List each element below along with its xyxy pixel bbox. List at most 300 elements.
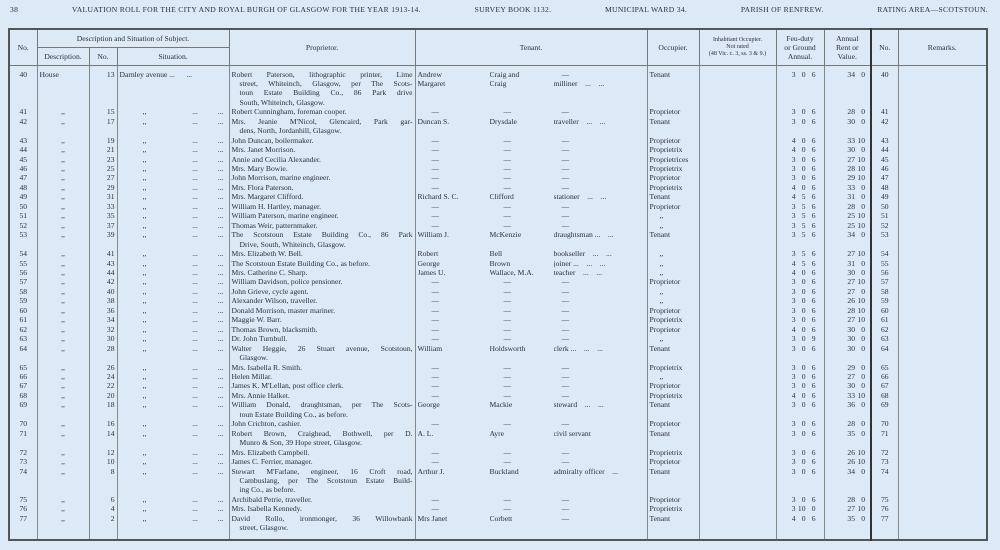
row-number: 76 (9, 504, 37, 513)
col-proprietor: Proprietor. (229, 29, 415, 65)
feu-duty-amount (779, 400, 822, 409)
situation-ditto: ,, (142, 135, 147, 145)
proprietor-line: toun Estate Building Co., 86 Park drive (239, 88, 413, 98)
proprietor-line: Mrs. Mary Bowie. (231, 164, 288, 174)
feu-duty-amount (779, 325, 822, 334)
remarks (898, 344, 987, 363)
annual-rent-shillings: 0 (861, 201, 866, 211)
tenant-surname-line: — (503, 296, 512, 306)
situation (117, 259, 229, 268)
tenant-occupation (554, 325, 645, 334)
leader-dots: ... ... (192, 164, 224, 174)
tenant-forename-line: — (431, 135, 440, 145)
situation-ditto: ,, (142, 192, 147, 202)
situation-ditto: ,, (142, 343, 147, 353)
tenant-forename-line: Mrs Janet (417, 513, 448, 523)
inhabitant-occupier (699, 164, 776, 173)
situation (117, 277, 229, 286)
situation (117, 429, 229, 448)
tenant (415, 145, 647, 154)
feu-duty (776, 457, 824, 466)
annual-rent (824, 164, 871, 173)
table-row (9, 277, 987, 286)
tenant-forename-line: — (431, 390, 440, 400)
tenant-surname-line: — (503, 419, 512, 429)
table-row (9, 467, 987, 495)
tenant-surname-line: — (503, 154, 512, 164)
occupier: Proprietor (647, 202, 699, 211)
table-row (9, 306, 987, 315)
row-number-right: 45 (871, 155, 898, 164)
feu-duty (776, 249, 824, 258)
tenant-surname (490, 268, 554, 277)
annual-rent (824, 334, 871, 343)
row-number: 46 (9, 164, 37, 173)
occupier: Tenant (647, 344, 699, 363)
feu-duty-shillings: 0 (801, 315, 806, 325)
proprietor (229, 107, 415, 116)
leader-dots: ... ... (192, 230, 224, 240)
annual-rent-amount (827, 381, 869, 390)
page-header (10, 5, 988, 17)
annual-rent-amount (827, 230, 869, 239)
feu-duty-amount (779, 268, 822, 277)
house-number: 32 (89, 325, 117, 334)
leader-dots: ... ... (192, 324, 224, 334)
row-number-right: 48 (871, 183, 898, 192)
annual-rent-pounds: 27 (847, 372, 856, 381)
tenant-forename (418, 334, 490, 343)
occupier: Proprietrix (647, 391, 699, 400)
remarks (898, 202, 987, 211)
house-number: 26 (89, 363, 117, 372)
house-number: 20 (89, 391, 117, 400)
feu-duty-pence: 6 (811, 390, 816, 400)
tenant-occupation-line: clerk ... ... ... (553, 343, 603, 353)
tenant-forename-line: — (431, 324, 440, 334)
situation-ditto: ,, (142, 296, 147, 306)
feu-duty-shillings: 0 (801, 286, 806, 296)
annual-rent-shillings: 10 (857, 154, 866, 164)
tenant-occupation-line: — (561, 286, 570, 296)
row-number: 58 (9, 287, 37, 296)
table-row (9, 136, 987, 145)
table-row (9, 296, 987, 305)
col-feu-line: or Ground (784, 42, 816, 52)
tenant-fields (418, 155, 645, 164)
remarks (898, 145, 987, 154)
tenant-surname-line: — (503, 182, 512, 192)
inhabitant-occupier (699, 230, 776, 249)
feu-duty (776, 381, 824, 390)
tenant-occupation-line: — (561, 173, 570, 183)
tenant-occupation (554, 429, 645, 438)
feu-duty-shillings: 0 (801, 324, 806, 334)
situation-ditto: ,, (142, 211, 147, 221)
situation-ditto: ,, (142, 201, 147, 211)
occupier: ,, (647, 334, 699, 343)
annual-rent (824, 419, 871, 428)
tenant-forename (418, 325, 490, 334)
tenant-surname (490, 495, 554, 504)
remarks (898, 155, 987, 164)
feu-duty-amount (779, 136, 822, 145)
tenant-occupation-line: — (561, 504, 570, 514)
situation (117, 334, 229, 343)
description: ,, (37, 183, 89, 192)
feu-duty-pence: 6 (811, 192, 816, 202)
tenant-surname-line: — (503, 201, 512, 211)
proprietor (229, 155, 415, 164)
inhabitant-occupier (699, 514, 776, 533)
tenant-occupation-line: — (561, 296, 570, 306)
feu-duty (776, 306, 824, 315)
row-number-right: 73 (871, 457, 898, 466)
leader-dots: ... ... (192, 286, 224, 296)
tenant-surname (490, 259, 554, 268)
occupier: Tenant (647, 230, 699, 249)
feu-duty-shillings: 5 (801, 249, 806, 259)
feu-duty-amount (779, 70, 822, 79)
table-row (9, 107, 987, 116)
remarks (898, 287, 987, 296)
inhabitant-occupier (699, 211, 776, 220)
row-number-right: 72 (871, 448, 898, 457)
inhabitant-occupier (699, 136, 776, 145)
annual-rent-amount (827, 419, 869, 428)
tenant-surname-line: Mackie (489, 400, 513, 410)
table-row (9, 173, 987, 182)
description: ,, (37, 400, 89, 419)
feu-duty-shillings: 0 (801, 296, 806, 306)
row-number: 60 (9, 306, 37, 315)
tenant-forename-line: — (431, 211, 440, 221)
inhabitant-occupier (699, 296, 776, 305)
proprietor-line: Alexander Wilson, traveller. (231, 296, 318, 306)
feu-duty-amount (779, 202, 822, 211)
tenant (415, 173, 647, 182)
empty-cell (37, 533, 89, 540)
tenant-surname (490, 334, 554, 343)
tenant (415, 183, 647, 192)
roll-title: VALUATION ROLL FOR THE CITY AND ROYAL BURGH OF GLASGOW FOR THE YEAR 1913-14. (71, 5, 421, 14)
annual-rent (824, 495, 871, 504)
tenant-forename-line: — (431, 286, 440, 296)
row-number-right: 67 (871, 381, 898, 390)
tenant-forename-line: Andrew (417, 69, 442, 79)
tenant-fields (418, 381, 645, 390)
proprietor (229, 504, 415, 513)
annual-rent-pounds: 28 (847, 419, 856, 429)
tenant-forename-line: Arthur J. (417, 466, 445, 476)
leader-dots: ... ... (192, 513, 224, 523)
proprietor-line: South, Whiteinch, Glasgow. (239, 97, 325, 107)
feu-duty (776, 467, 824, 495)
col-group-description: Description and Situation of Subject. (37, 29, 229, 47)
tenant-surname (490, 296, 554, 305)
situation (117, 363, 229, 372)
occupier: Proprietor (647, 457, 699, 466)
annual-rent (824, 202, 871, 211)
tenant (415, 381, 647, 390)
row-number: 64 (9, 344, 37, 363)
annual-rent-amount (827, 429, 869, 438)
proprietor (229, 495, 415, 504)
tenant-forename (418, 277, 490, 286)
tenant-fields (418, 448, 645, 457)
feu-duty-pounds: 3 (791, 400, 796, 410)
remarks (898, 467, 987, 495)
col-no-right: No. (871, 29, 898, 65)
situation-ditto: ,, (142, 145, 147, 155)
tenant (415, 419, 647, 428)
situation-ditto: ,, (142, 466, 147, 476)
house-number: 16 (89, 419, 117, 428)
feu-duty-shillings: 0 (801, 494, 806, 504)
remarks (898, 381, 987, 390)
annual-rent (824, 268, 871, 277)
proprietor-line: William Davidson, police pensioner. (231, 277, 343, 287)
row-number: 41 (9, 107, 37, 116)
table-row (9, 65, 987, 107)
feu-duty-pence: 6 (811, 381, 816, 391)
annual-rent-pounds: 25 (847, 211, 856, 221)
feu-duty-shillings: 10 (797, 504, 806, 514)
occupier: Proprietor (647, 419, 699, 428)
annual-rent-amount (827, 202, 869, 211)
tenant-occupation-line: — (561, 513, 570, 523)
tenant-forename-line: William (417, 343, 443, 353)
feu-duty-shillings: 0 (801, 69, 806, 79)
table-row (9, 155, 987, 164)
tenant-surname-line: — (503, 220, 512, 230)
annual-rent (824, 315, 871, 324)
annual-rent-amount (827, 495, 869, 504)
row-number: 59 (9, 296, 37, 305)
proprietor (229, 296, 415, 305)
description: ,, (37, 504, 89, 513)
tenant-fields (418, 429, 645, 438)
row-number-right: 69 (871, 400, 898, 419)
feu-duty-pence: 6 (811, 428, 816, 438)
feu-duty-amount (779, 117, 822, 126)
annual-rent-pounds: 30 (847, 381, 856, 391)
feu-duty-pounds: 4 (791, 192, 796, 202)
situation-ditto: ,, (142, 286, 147, 296)
col-inhabitant-line: Not rated (726, 43, 749, 50)
annual-rent-pounds: 27 (847, 315, 856, 325)
proprietor (229, 372, 415, 381)
proprietor-line: Donald Morrison, master mariner. (231, 305, 336, 315)
feu-duty (776, 136, 824, 145)
tenant-occupation-line: joiner ... ... ... (553, 258, 606, 268)
description: ,, (37, 230, 89, 249)
tenant-occupation-line: — (561, 447, 570, 457)
feu-duty-shillings: 0 (801, 513, 806, 523)
tenant-occupation (554, 277, 645, 286)
tenant-occupation (554, 381, 645, 390)
feu-duty-shillings: 5 (801, 258, 806, 268)
feu-duty-shillings: 0 (801, 447, 806, 457)
tenant (415, 372, 647, 381)
tenant-surname (490, 221, 554, 230)
feu-duty-pence: 6 (811, 154, 816, 164)
annual-rent-shillings: 10 (857, 296, 866, 306)
tenant-occupation (554, 400, 645, 409)
situation (117, 117, 229, 136)
tenant-forename (418, 391, 490, 400)
tenant-forename (418, 287, 490, 296)
empty-cell (117, 533, 229, 540)
tenant-occupation-line: — (561, 305, 570, 315)
tenant-occupation (554, 419, 645, 428)
situation (117, 173, 229, 182)
feu-duty (776, 372, 824, 381)
tenant (415, 259, 647, 268)
situation (117, 448, 229, 457)
proprietor (229, 381, 415, 390)
tenant-occupation (554, 145, 645, 154)
situation (117, 145, 229, 154)
feu-duty-pounds: 3 (791, 334, 796, 344)
feu-duty (776, 183, 824, 192)
house-number: 31 (89, 192, 117, 201)
feu-duty-amount (779, 457, 822, 466)
situation-ditto: ,, (142, 504, 147, 514)
annual-rent-pounds: 33 (847, 135, 856, 145)
tenant-surname-line: — (503, 334, 512, 344)
feu-duty-pence: 6 (811, 305, 816, 315)
feu-duty-pence: 6 (811, 258, 816, 268)
feu-duty-amount (779, 391, 822, 400)
proprietor (229, 136, 415, 145)
tenant-surname-line: — (503, 211, 512, 221)
feu-duty-pounds: 3 (791, 296, 796, 306)
proprietor (229, 249, 415, 258)
feu-duty-pounds: 3 (791, 211, 796, 221)
feu-duty-pence: 6 (811, 268, 816, 278)
proprietor (229, 514, 415, 533)
feu-duty-pounds: 3 (791, 230, 796, 240)
occupier: ,, (647, 211, 699, 220)
feu-duty-pence: 6 (811, 466, 816, 476)
row-number: 56 (9, 268, 37, 277)
annual-rent-shillings: 10 (857, 249, 866, 259)
annual-rent-amount (827, 107, 869, 116)
row-number-right: 55 (871, 259, 898, 268)
tenant-fields (418, 107, 645, 116)
tenant-forename-line: — (431, 201, 440, 211)
tenant-occupation-line: — (561, 457, 570, 467)
tenant-occupation (554, 164, 645, 173)
house-number: 18 (89, 400, 117, 419)
tenant-surname-line: Brown (489, 258, 511, 268)
empty-cell (89, 533, 117, 540)
annual-rent-pounds: 31 (847, 258, 856, 268)
empty-cell (871, 533, 898, 540)
tenant (415, 306, 647, 315)
proprietor (229, 183, 415, 192)
annual-rent (824, 457, 871, 466)
leader-dots: ... ... (192, 315, 224, 325)
situation-ditto: ,, (142, 305, 147, 315)
tenant-occupation (554, 192, 645, 201)
feu-duty-pounds: 3 (791, 249, 796, 259)
tenant-surname (490, 145, 554, 154)
tenant-occupation-line: — (561, 164, 570, 174)
feu-duty-shillings: 0 (801, 173, 806, 183)
proprietor-line: David Rollo, ironmonger, 36 Willowbank (231, 513, 413, 523)
occupier: Proprietor (647, 136, 699, 145)
tenant-surname (490, 391, 554, 400)
feu-duty-pence: 6 (811, 249, 816, 259)
occupier: Proprietrix (647, 363, 699, 372)
annual-rent (824, 372, 871, 381)
annual-rent-amount (827, 457, 869, 466)
feu-duty-amount (779, 164, 822, 173)
inhabitant-occupier (699, 183, 776, 192)
proprietor-line: The Scotstoun Estate Building Co., as before. (231, 258, 371, 268)
tenant-occupation (554, 467, 645, 476)
remarks (898, 325, 987, 334)
feu-duty-amount (779, 230, 822, 239)
tenant-fields (418, 457, 645, 466)
proprietor-line: Munro & Son, 39 Hope street, Glasgow. (239, 438, 362, 448)
tenant (415, 334, 647, 343)
row-number: 67 (9, 381, 37, 390)
tenant-surname-line: — (503, 305, 512, 315)
situation-ditto: ,, (142, 494, 147, 504)
tenant (415, 429, 647, 448)
feu-duty-pence: 6 (811, 173, 816, 183)
tenant-surname-line: Wallace, M.A. (489, 268, 534, 278)
situation (117, 391, 229, 400)
proprietor-line: Mrs. Isabella R. Smith. (231, 362, 302, 372)
annual-rent-shillings: 0 (861, 69, 866, 79)
situation-ditto: ,, (142, 400, 147, 410)
tenant-forename (418, 448, 490, 457)
proprietor-line: ing Co., as before. (239, 485, 296, 495)
tenant-fields (418, 136, 645, 145)
tenant-surname (490, 306, 554, 315)
tenant (415, 249, 647, 258)
row-number-right: 62 (871, 325, 898, 334)
occupier: ,, (647, 268, 699, 277)
proprietor-line: Robert Cunningham, foreman cooper. (231, 107, 347, 117)
remarks (898, 504, 987, 513)
feu-duty (776, 344, 824, 363)
remarks (898, 419, 987, 428)
house-number: 4 (89, 504, 117, 513)
annual-rent-shillings: 0 (861, 372, 866, 381)
leader-dots: ... ... (192, 504, 224, 514)
tenant (415, 164, 647, 173)
tenant (415, 457, 647, 466)
filler-row (9, 533, 987, 540)
annual-rent-amount (827, 221, 869, 230)
proprietor-line: Mrs. Annie Halket. (231, 390, 290, 400)
proprietor (229, 363, 415, 372)
feu-duty-shillings: 0 (801, 362, 806, 372)
proprietor (229, 457, 415, 466)
feu-duty-shillings: 0 (801, 372, 806, 381)
occupier: Tenant (647, 514, 699, 533)
proprietor (229, 391, 415, 400)
tenant-occupation-line: — (561, 372, 570, 381)
situation-ditto: ,, (142, 107, 147, 117)
description: ,, (37, 202, 89, 211)
remarks (898, 457, 987, 466)
